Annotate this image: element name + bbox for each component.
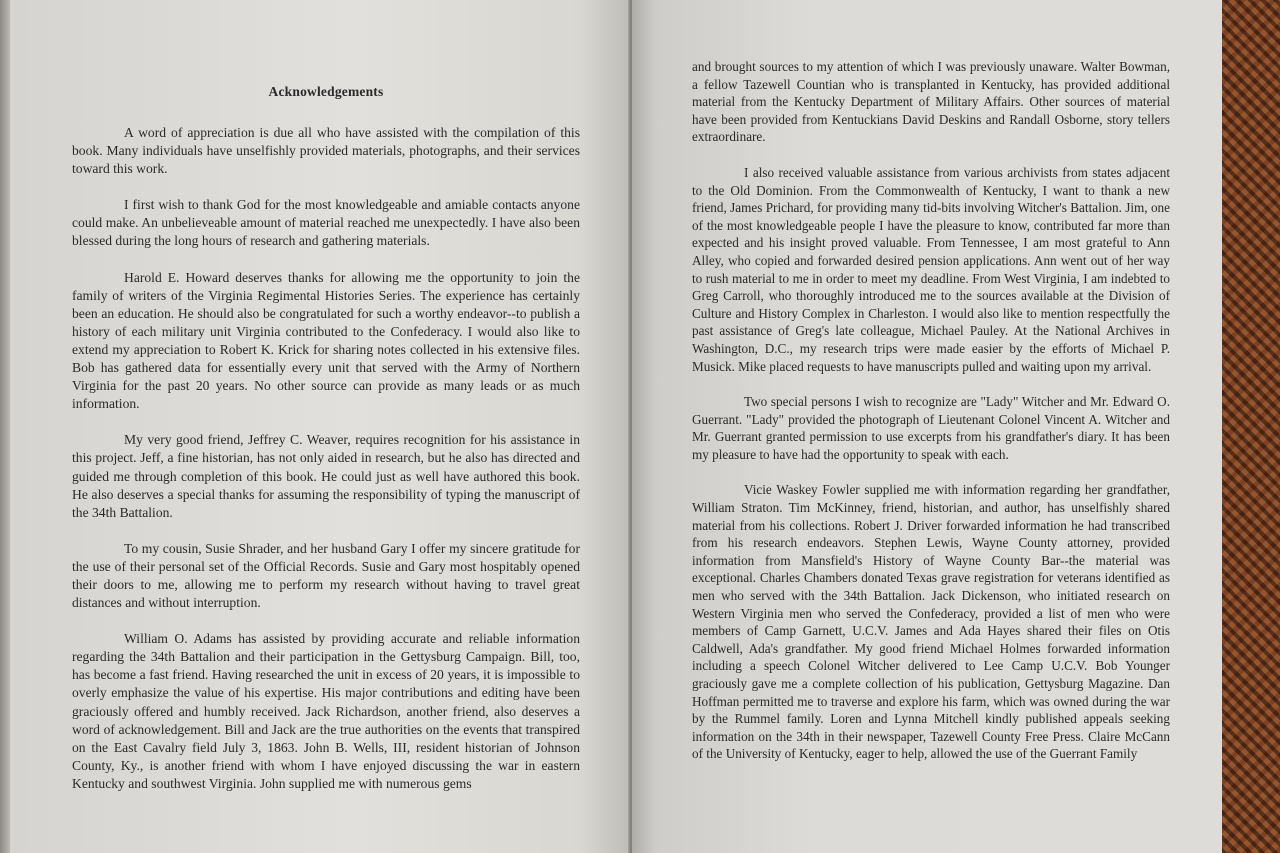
paragraph: A word of appreciation is due all who have assisted with the compilation of this book. Many individuals have unselfishly provided materials, photographs, and their services toward this work. [72, 125, 580, 177]
carpet-background [1222, 0, 1280, 853]
paragraph: Two special persons I wish to recognize are "Lady" Witcher and Mr. Edward O. Guerrant. "Lady" provided the photograph of Lieutenant Colonel Vincent A. Witcher and Mr. Guerrant granted permission to use excerpts from his grandfather's diary. It has been my pleasure to have had the opportunity to speak with each. [692, 394, 1170, 462]
left-page [10, 0, 630, 853]
paragraph: Harold E. Howard deserves thanks for allowing me the opportunity to join the family of writers of the Virginia Regimental Histories Series. The experience has certainly been an education. He should also be congratulated for such a worthy endeavor--to publish a history of each military unit Virginia contributed to the Confederacy. I would also like to extend my appreciation to Robert K. Krick for sharing notes collected in his extensive files. Bob has gathered data for essentially every unit that served with the Army of Northern Virginia for the past 20 years. No other source can provide as many leads or as much information. [72, 269, 580, 412]
paragraph: I first wish to thank God for the most knowledgeable and amiable contacts anyone could make. An unbelieveable amount of material reached me unexpectedly. I have also been blessed during the long hours of research and gathering materials. [72, 197, 580, 249]
paragraph: William O. Adams has assisted by providing accurate and reliable information regarding the 34th Battalion and their participation in the Gettysburg Campaign. Bill, too, has become a fast friend. Having researched the unit in excess of 20 years, it is impossible to overly emphasize the value of his expertise. His major contributions and editing have been graciously offered and humbly received. Jack Richardson, another friend, also deserves a word of acknowledgement. Bill and Jack are the true authorities on the events that transpired on the East Cavalry field July 3, 1863. John B. Wells, III, resident historian of Johnson County, Ky., is another friend with whom I have enjoyed discussing the war in eastern Kentucky and southwest Virginia. John supplied me with numerous gems [72, 631, 580, 791]
paragraph: I also received valuable assistance from various archivists from states adjacent to the Old Dominion. From the Commonwealth of Kentucky, I want to thank a new friend, James Prichard, for providing many tid-bits involving Witcher's Battalion. Jim, one of the most knowledgeable people I have the pleasure to know, contributed far more than expected and his insight proved valuable. From Tennessee, I am most grateful to Ann Alley, who copied and forwarded desired pension applications. Ann went out of her way to rush material to me in order to meet my deadline. From West Virginia, I am indebted to Greg Carroll, who thoroughly introduced me to the sources available at the Division of Culture and History Complex in Charleston. I would also like to mention respectfully the past assistance of Greg's late colleague, Michael Pauley. At the National Archives in Washington, D.C., my research trips were made easier by the efforts of Michael P. Musick. Mike placed requests to have manuscripts pulled and waiting upon my arrival. [692, 164, 1170, 374]
right-page [632, 0, 1230, 853]
paragraph: Vicie Waskey Fowler supplied me with information regarding her grandfather, William Straton. Tim McKinney, friend, historian, and author, has unselfishly shared material from his collections. Robert J. Driver forwarded information he had transcribed from his research endeavors. Stephen Lewis, Wayne County attorney, provided information from Mansfield's History of Wayne County Bar--the material was exceptional. Charles Chambers donated Texas grave registration for veterans identified as men who served with the 34th Battalion. Jack Dickenson, who initiated research on Western Virginia men who served the Confederacy, provided a list of men who were members of Camp Garnett, U.C.V. James and Ada Hayes shared their files on Otis Caldwell, Ada's grandfather. My good friend Michael Holmes forwarded information including a speech Colonel Witcher delivered to Lee Camp U.C.V. Bob Younger graciously gave me a complete collection of his publication, Gettysburg Magazine. Dan Hoffman permitted me to traverse and explore his farm, which was owned during the war by the Rummel family. Loren and Lynna Mitchell kindly published appeals seeking information on the 34th in their newspaper, Tazewell County Free Press. Claire McCann of the University of Kentucky, eager to help, allowed the use of the Guerrant Family [692, 482, 1170, 762]
paragraph: and brought sources to my attention of which I was previously unaware. Walter Bowman, a fellow Tazewell Countian who is transplanted in Kentucky, has provided additional material from the Kentucky Department of Military Affairs. Other sources of material have been provided from Kentuckians David Deskins and Randall Osborne, story tellers extraordinare. [692, 59, 1170, 145]
paragraph: My very good friend, Jeffrey C. Weaver, requires recognition for his assistance in this project. Jeff, a fine historian, has not only aided in research, but he also has directed and guided me through completion of this book. He could just as well have authored this book. He also deserves a special thanks for assuming the responsibility of typing the manuscript of the 34th Battalion. [72, 432, 580, 520]
paragraph: To my cousin, Susie Shrader, and her husband Gary I offer my sincere gratitude for the use of their personal set of the Official Records. Susie and Gary most hospitably opened their doors to me, allowing me to perform my research without having to travel great distances and without interruption. [72, 540, 580, 611]
table-edge-left [0, 0, 10, 853]
page-heading: Acknowledgements [268, 84, 384, 99]
